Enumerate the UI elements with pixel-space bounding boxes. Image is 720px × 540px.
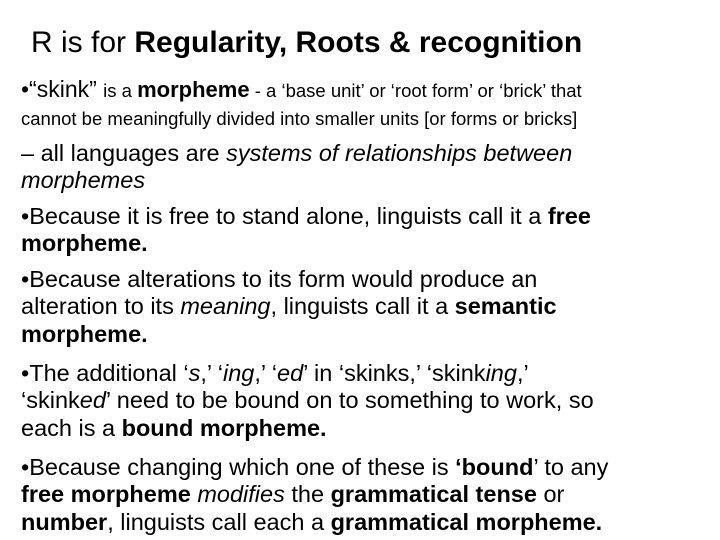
text: - a ‘base unit’ or ‘root form’ or ‘brick’ that <box>249 80 582 101</box>
line <box>21 76 582 104</box>
paragraph-grammatical-morpheme <box>21 454 608 536</box>
text: morpheme <box>137 77 250 102</box>
line <box>21 230 591 257</box>
line: •Because alterations to its form would produce an <box>21 266 538 292</box>
text: ‘bound <box>455 454 534 480</box>
text: or <box>536 481 565 508</box>
paragraph-bound-morpheme <box>21 360 594 442</box>
paragraph-systems <box>21 140 572 195</box>
title-bold: Regularity, Roots & recognition <box>134 26 583 59</box>
paragraph-free-morpheme <box>21 203 591 258</box>
line <box>21 481 608 508</box>
text: is a <box>103 80 138 101</box>
text: ‘skink <box>21 387 80 414</box>
paragraph-semantic-morpheme <box>21 266 557 348</box>
text: – all languages are <box>21 140 227 166</box>
line <box>21 203 591 230</box>
text: •“skink” <box>21 76 104 102</box>
text: •Because changing which one of these is <box>21 454 456 480</box>
text: ’ need to be bound on to something to work, so <box>105 387 594 414</box>
text: ed <box>79 387 106 414</box>
text: morphemes <box>21 167 146 194</box>
line <box>21 321 557 348</box>
text: ed <box>277 360 304 386</box>
text: , linguists call each a <box>107 508 331 535</box>
text: free morpheme <box>21 481 198 508</box>
text: bound morpheme. <box>121 414 327 441</box>
text: s <box>188 360 201 386</box>
line <box>21 140 572 167</box>
text: each is a <box>21 414 122 441</box>
text: , linguists call it a <box>270 293 455 320</box>
slide-title <box>31 25 582 61</box>
text: grammatical tense <box>330 481 537 508</box>
line <box>21 454 608 481</box>
line <box>21 360 594 387</box>
line <box>21 509 608 536</box>
text: •The additional ‘ <box>21 360 189 386</box>
text: semantic <box>454 293 557 320</box>
text: systems of relationships between <box>226 140 573 166</box>
text: free <box>547 203 591 229</box>
line <box>21 387 594 414</box>
line <box>21 293 557 320</box>
text: ,’ ‘ <box>200 360 224 386</box>
text: the <box>284 481 331 508</box>
line: cannot be meaningfully divided into smaller units [or forms or bricks] <box>21 107 578 129</box>
text: •Because it is free to stand alone, linguists call it a <box>21 203 548 229</box>
text: ’ in ‘skinks,’ ‘skink <box>303 360 486 386</box>
text: grammatical morpheme. <box>330 508 603 535</box>
text: number <box>21 508 108 535</box>
text: meaning <box>180 293 271 320</box>
title-prefix: R is for <box>31 26 135 59</box>
line <box>21 415 594 442</box>
text: morpheme. <box>21 230 148 257</box>
paragraph-morpheme-definition <box>21 76 582 130</box>
text: ,’ ‘ <box>254 360 278 386</box>
text: ing <box>223 360 255 386</box>
text: modifies <box>197 481 285 508</box>
line <box>21 167 572 194</box>
text: morpheme. <box>21 320 148 347</box>
text: alteration to its <box>21 293 181 320</box>
text: ’ to any <box>533 454 609 480</box>
text: ing <box>485 360 517 386</box>
text: ,’ <box>516 360 529 386</box>
